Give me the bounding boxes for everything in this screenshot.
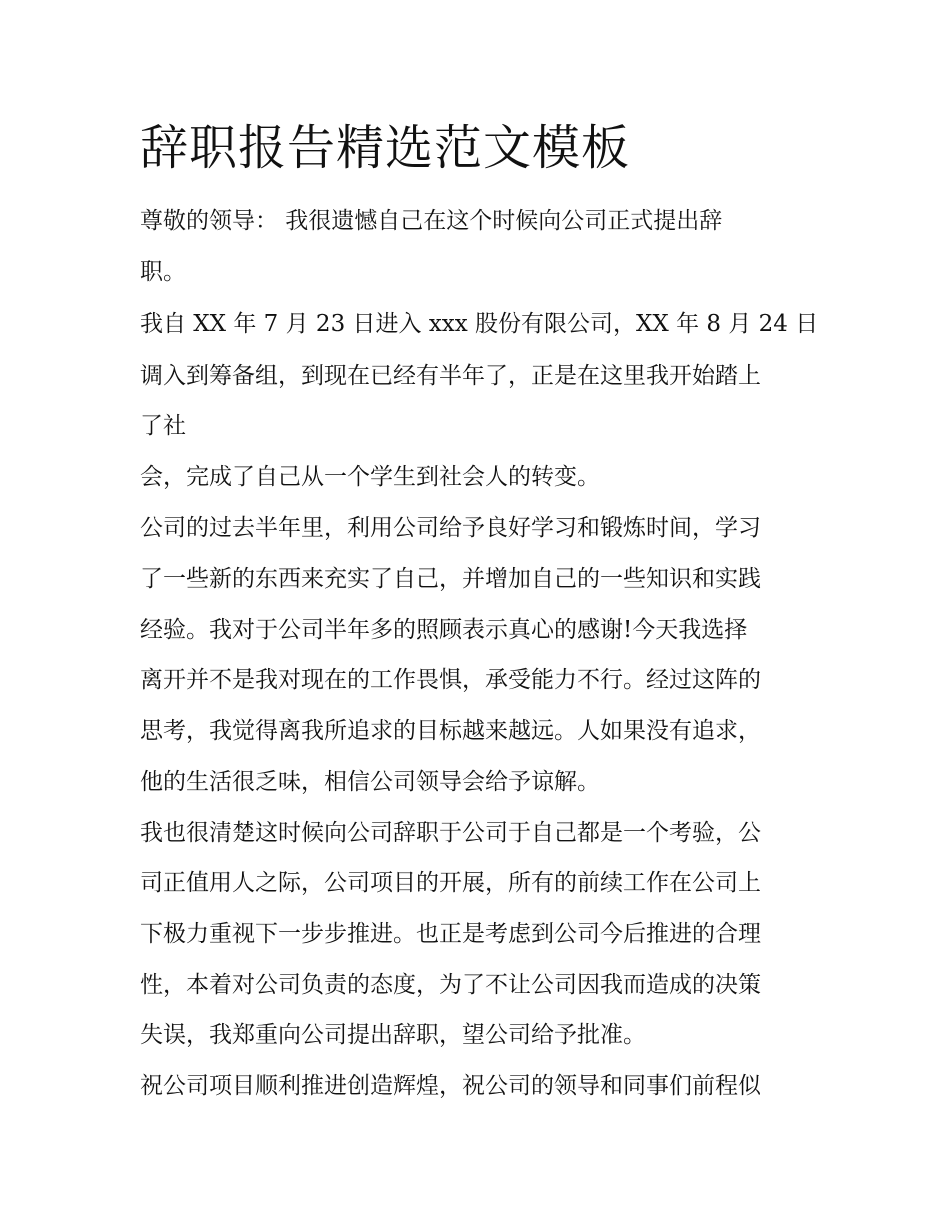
body-line: 思考，我觉得离我所追求的目标越来越远。人如果没有追求，: [140, 718, 761, 744]
body-line: 会，完成了自己从一个学生到社会人的转变。: [140, 464, 600, 490]
body-line: 公司的过去半年里，利用公司给予良好学习和锻炼时间，学习: [140, 515, 761, 541]
body-line: 了社: [140, 413, 186, 439]
body-line: 司正值用人之际，公司项目的开展，所有的前续工作在公司上: [140, 870, 761, 896]
body-line: 职。: [140, 259, 186, 285]
body-line: 调入到筹备组，到现在已经有半年了，正是在这里我开始踏上: [140, 363, 761, 389]
body-line: 经验。我对于公司半年多的照顾表示真心的感谢!今天我选择: [140, 617, 748, 643]
body-line: 祝公司项目顺利推进创造辉煌，祝公司的领导和同事们前程似: [140, 1073, 761, 1099]
body-line: 了一些新的东西来充实了自己，并增加自己的一些知识和实践: [140, 566, 761, 592]
body-line: 我自 XX 年 7 月 23 日进入 xxx 股份有限公司，XX 年 8 月 24 日: [140, 311, 819, 337]
body-line: 我也很清楚这时候向公司辞职于公司于自己都是一个考验，公: [140, 820, 761, 846]
body-line: 性，本着对公司负责的态度，为了不让公司因我而造成的决策: [140, 972, 761, 998]
body-line: 失误，我郑重向公司提出辞职，望公司给予批准。: [140, 1022, 646, 1048]
body-line: 离开并不是我对现在的工作畏惧，承受能力不行。经过这阵的: [140, 667, 761, 693]
body-line: 尊敬的领导： 我很遗憾自己在这个时候向公司正式提出辞: [140, 208, 723, 234]
body-line: 下极力重视下一步步推进。也正是考虑到公司今后推进的合理: [140, 921, 761, 947]
body-line: 他的生活很乏味，相信公司领导会给予谅解。: [140, 769, 600, 795]
document-title: 辞职报告精选范文模板: [140, 120, 631, 176]
